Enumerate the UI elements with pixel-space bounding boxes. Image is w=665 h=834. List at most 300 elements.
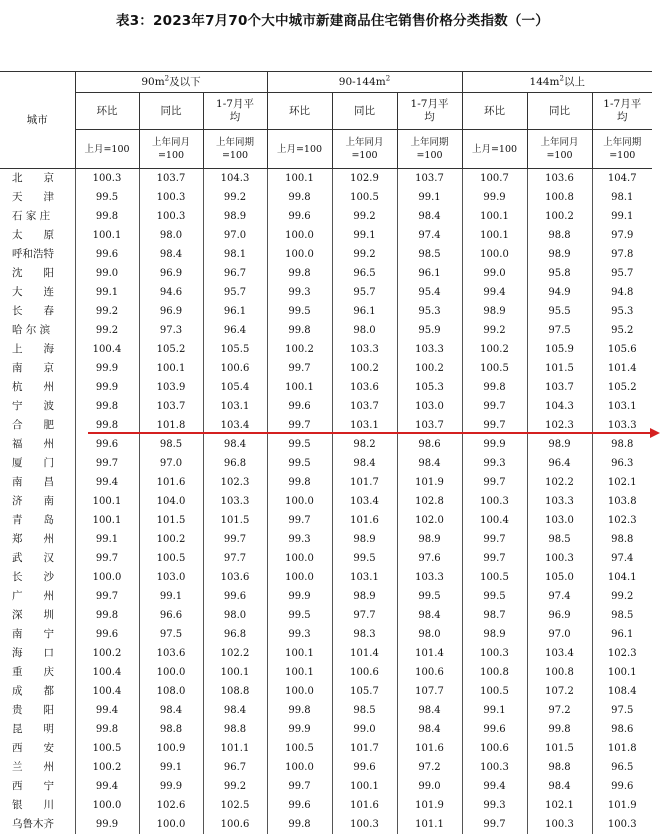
index-value: 100.6 (203, 359, 267, 378)
index-value: 98.8 (592, 530, 652, 549)
table-row (0, 663, 652, 682)
index-value: 105.2 (592, 378, 652, 397)
subheader-yoy-g2: 同比 (332, 93, 397, 130)
index-value: 105.2 (139, 340, 203, 359)
index-value: 99.4 (75, 473, 139, 492)
city-name: 南 京 (12, 362, 54, 375)
index-value: 96.1 (397, 264, 462, 283)
index-value: 100.3 (75, 169, 139, 189)
index-value: 101.6 (332, 511, 397, 530)
index-value: 100.8 (527, 663, 592, 682)
index-value: 99.2 (332, 245, 397, 264)
index-value: 102.9 (332, 169, 397, 189)
index-value: 99.2 (462, 321, 527, 340)
index-value: 100.4 (75, 682, 139, 701)
index-value: 104.1 (592, 568, 652, 587)
index-value: 95.4 (397, 283, 462, 302)
index-value: 94.8 (592, 283, 652, 302)
index-value: 99.1 (75, 283, 139, 302)
index-value: 97.4 (397, 226, 462, 245)
table-row (0, 644, 652, 663)
index-value: 100.1 (462, 207, 527, 226)
index-value: 98.2 (332, 435, 397, 454)
index-value: 100.2 (462, 340, 527, 359)
city-name: 贵 阳 (12, 704, 54, 717)
index-value: 103.0 (397, 397, 462, 416)
table-row (0, 777, 652, 796)
base-note-mom-g2: 上月=100 (267, 130, 332, 169)
index-value: 103.3 (203, 492, 267, 511)
index-value: 107.7 (397, 682, 462, 701)
index-value: 100.2 (75, 758, 139, 777)
index-value: 99.5 (397, 587, 462, 606)
index-value: 99.1 (75, 530, 139, 549)
index-value: 100.1 (332, 777, 397, 796)
index-value: 99.7 (462, 530, 527, 549)
index-value: 102.5 (203, 796, 267, 815)
index-value: 100.5 (332, 188, 397, 207)
index-value: 102.2 (203, 644, 267, 663)
index-value: 103.3 (592, 416, 652, 435)
index-value: 99.8 (75, 416, 139, 435)
index-value: 99.3 (267, 283, 332, 302)
table-row (0, 378, 652, 397)
index-value: 100.0 (75, 568, 139, 587)
city-name: 武 汉 (12, 552, 54, 565)
table-row (0, 739, 652, 758)
group-header-large: $144m^2$以上 (462, 72, 652, 93)
index-value: 99.6 (75, 625, 139, 644)
index-value: 102.8 (397, 492, 462, 511)
index-value: 102.1 (527, 796, 592, 815)
index-value: 99.1 (332, 226, 397, 245)
index-value: 94.9 (527, 283, 592, 302)
index-value: 100.0 (267, 568, 332, 587)
index-value: 97.7 (332, 606, 397, 625)
base-note-yoy-g2: 上年同月=100 (332, 130, 397, 169)
city-name: 宁 波 (12, 400, 54, 413)
city-name: 海 口 (12, 647, 54, 660)
subheader-ytd-avg-g1: 1-7月平均 (203, 93, 267, 130)
index-value: 101.8 (592, 739, 652, 758)
index-value: 100.9 (139, 739, 203, 758)
index-value: 99.8 (75, 720, 139, 739)
index-value: 97.9 (592, 226, 652, 245)
city-name: 合 肥 (12, 419, 54, 432)
index-value: 100.3 (139, 188, 203, 207)
index-value: 98.4 (139, 245, 203, 264)
index-value: 99.6 (267, 207, 332, 226)
index-value: 96.1 (332, 302, 397, 321)
index-value: 98.4 (139, 701, 203, 720)
index-value: 99.0 (75, 264, 139, 283)
index-value: 97.5 (527, 321, 592, 340)
index-value: 99.5 (75, 188, 139, 207)
index-value: 101.5 (527, 359, 592, 378)
index-value: 100.1 (267, 663, 332, 682)
index-value: 102.3 (527, 416, 592, 435)
index-value: 97.6 (397, 549, 462, 568)
index-value: 98.0 (139, 226, 203, 245)
index-value: 99.9 (267, 720, 332, 739)
subheader-mom-g2: 环比 (267, 93, 332, 130)
index-value: 108.4 (592, 682, 652, 701)
index-value: 98.8 (203, 720, 267, 739)
group-header-medium: $90-144m^2$ (267, 72, 462, 93)
base-note-ytd-avg-g3: 上年同期=100 (592, 130, 652, 169)
index-value: 98.6 (592, 720, 652, 739)
city-name: 哈 尔 滨 (12, 324, 51, 337)
index-value: 96.7 (203, 264, 267, 283)
index-value: 102.3 (592, 511, 652, 530)
base-note-yoy-g1: 上年同月=100 (139, 130, 203, 169)
index-value: 100.5 (462, 359, 527, 378)
index-value: 100.0 (267, 549, 332, 568)
index-value: 100.5 (75, 739, 139, 758)
index-value: 99.9 (462, 435, 527, 454)
index-value: 98.9 (332, 587, 397, 606)
table-row (0, 302, 652, 321)
index-value: 95.7 (592, 264, 652, 283)
index-value: 97.2 (397, 758, 462, 777)
index-value: 98.4 (203, 435, 267, 454)
index-value: 98.8 (592, 435, 652, 454)
index-value: 99.2 (332, 207, 397, 226)
table-row (0, 226, 652, 245)
index-value: 107.2 (527, 682, 592, 701)
index-value: 94.6 (139, 283, 203, 302)
index-value: 100.0 (75, 796, 139, 815)
index-value: 98.4 (527, 777, 592, 796)
index-value: 99.5 (267, 454, 332, 473)
index-value: 100.3 (527, 815, 592, 834)
index-value: 98.4 (397, 454, 462, 473)
index-value: 100.3 (462, 758, 527, 777)
index-value: 108.0 (139, 682, 203, 701)
table-row (0, 606, 652, 625)
index-value: 99.8 (267, 815, 332, 834)
index-value: 97.7 (203, 549, 267, 568)
index-value: 100.0 (267, 226, 332, 245)
index-value: 100.8 (462, 663, 527, 682)
index-value: 99.1 (139, 758, 203, 777)
index-value: 103.3 (397, 568, 462, 587)
city-name: 杭 州 (12, 381, 54, 394)
index-value: 100.6 (397, 663, 462, 682)
index-value: 99.9 (267, 587, 332, 606)
index-value: 100.1 (75, 492, 139, 511)
index-value: 99.3 (267, 530, 332, 549)
city-name: 昆 明 (12, 723, 54, 736)
index-value: 98.3 (332, 625, 397, 644)
index-value: 100.4 (75, 663, 139, 682)
city-name: 乌鲁木齐 (12, 818, 54, 831)
index-value: 96.9 (527, 606, 592, 625)
city-name: 西 安 (12, 742, 54, 755)
index-value: 103.1 (592, 397, 652, 416)
city-name: 天 津 (12, 191, 54, 204)
subheader-ytd-avg-g2: 1-7月平均 (397, 93, 462, 130)
index-value: 100.1 (267, 378, 332, 397)
index-value: 96.9 (139, 264, 203, 283)
index-value: 99.1 (592, 207, 652, 226)
index-value: 98.4 (203, 701, 267, 720)
index-value: 100.6 (203, 815, 267, 834)
table-row (0, 397, 652, 416)
index-value: 103.7 (332, 397, 397, 416)
index-value: 100.0 (267, 758, 332, 777)
index-value: 100.5 (139, 549, 203, 568)
table-row (0, 245, 652, 264)
index-value: 101.8 (139, 416, 203, 435)
base-note-mom-g1: 上月=100 (75, 130, 139, 169)
index-value: 100.5 (462, 682, 527, 701)
city-name: 长 沙 (12, 571, 54, 584)
index-value: 99.8 (267, 264, 332, 283)
city-name: 厦 门 (12, 457, 54, 470)
city-name: 南 宁 (12, 628, 54, 641)
index-value: 105.3 (397, 378, 462, 397)
table-row (0, 587, 652, 606)
index-value: 99.2 (75, 321, 139, 340)
index-value: 101.6 (397, 739, 462, 758)
index-value: 100.8 (527, 188, 592, 207)
city-name: 呼和浩特 (12, 248, 54, 261)
table-row (0, 321, 652, 340)
city-name: 福 州 (12, 438, 54, 451)
index-value: 100.2 (75, 644, 139, 663)
index-value: 99.0 (462, 264, 527, 283)
group-header-small: $90m^2$及以下 (75, 72, 267, 93)
index-value: 99.0 (332, 720, 397, 739)
base-note-ytd-avg-g1: 上年同期=100 (203, 130, 267, 169)
index-value: 103.8 (592, 492, 652, 511)
index-value: 99.0 (397, 777, 462, 796)
index-value: 99.7 (267, 359, 332, 378)
index-value: 101.5 (203, 511, 267, 530)
index-value: 96.8 (203, 625, 267, 644)
city-name: 兰 州 (12, 761, 54, 774)
index-value: 95.2 (592, 321, 652, 340)
index-value: 96.4 (203, 321, 267, 340)
index-value: 99.2 (75, 302, 139, 321)
index-value: 103.6 (203, 568, 267, 587)
index-value: 98.9 (397, 530, 462, 549)
index-value: 99.8 (267, 473, 332, 492)
index-value: 100.3 (332, 815, 397, 834)
index-value: 105.5 (203, 340, 267, 359)
table-row (0, 511, 652, 530)
index-value: 98.9 (527, 435, 592, 454)
index-value: 100.1 (267, 169, 332, 189)
index-value: 100.1 (75, 226, 139, 245)
table-row (0, 435, 652, 454)
index-value: 104.7 (592, 169, 652, 189)
index-value: 103.3 (332, 340, 397, 359)
index-value: 99.7 (75, 549, 139, 568)
index-value: 99.6 (75, 435, 139, 454)
index-value: 100.3 (139, 207, 203, 226)
index-value: 100.1 (267, 644, 332, 663)
city-name: 重 庆 (12, 666, 54, 679)
index-value: 99.5 (462, 587, 527, 606)
index-value: 98.9 (332, 530, 397, 549)
index-value: 96.5 (332, 264, 397, 283)
city-name: 北 京 (12, 172, 54, 185)
index-value: 105.0 (527, 568, 592, 587)
city-name: 济 南 (12, 495, 54, 508)
index-value: 98.8 (527, 758, 592, 777)
index-value: 100.0 (462, 245, 527, 264)
index-value: 99.2 (592, 587, 652, 606)
table-row (0, 340, 652, 359)
city-name: 深 圳 (12, 609, 54, 622)
index-value: 100.1 (75, 511, 139, 530)
price-index-table (0, 71, 652, 834)
subheader-yoy-g1: 同比 (139, 93, 203, 130)
index-value: 100.4 (75, 340, 139, 359)
index-value: 99.2 (203, 188, 267, 207)
index-value: 100.1 (139, 359, 203, 378)
index-value: 103.6 (527, 169, 592, 189)
index-value: 100.3 (462, 644, 527, 663)
city-name: 沈 阳 (12, 267, 54, 280)
index-value: 97.4 (527, 587, 592, 606)
index-value: 96.4 (527, 454, 592, 473)
table-row (0, 264, 652, 283)
city-name: 广 州 (12, 590, 54, 603)
table-row (0, 207, 652, 226)
index-value: 105.6 (592, 340, 652, 359)
index-value: 98.0 (397, 625, 462, 644)
index-value: 100.6 (332, 663, 397, 682)
index-value: 99.8 (267, 188, 332, 207)
city-name: 郑 州 (12, 533, 54, 546)
index-value: 101.1 (397, 815, 462, 834)
index-value: 99.6 (267, 397, 332, 416)
index-value: 103.7 (527, 378, 592, 397)
table-row (0, 625, 652, 644)
index-value: 98.4 (397, 701, 462, 720)
index-value: 99.6 (75, 245, 139, 264)
index-value: 103.9 (139, 378, 203, 397)
index-value: 99.5 (332, 549, 397, 568)
index-value: 100.2 (397, 359, 462, 378)
index-value: 103.0 (139, 568, 203, 587)
index-value: 99.8 (75, 397, 139, 416)
index-value: 96.3 (592, 454, 652, 473)
index-value: 99.6 (332, 758, 397, 777)
city-column-header: 城市 (0, 72, 75, 169)
index-value: 97.0 (203, 226, 267, 245)
city-name: 上 海 (12, 343, 54, 356)
index-value: 103.1 (332, 416, 397, 435)
index-value: 99.6 (203, 587, 267, 606)
city-name: 南 昌 (12, 476, 54, 489)
index-value: 99.3 (462, 454, 527, 473)
index-value: 98.5 (332, 701, 397, 720)
index-value: 98.0 (332, 321, 397, 340)
index-value: 99.7 (462, 815, 527, 834)
index-value: 99.8 (267, 701, 332, 720)
index-value: 99.7 (75, 454, 139, 473)
index-value: 100.1 (203, 663, 267, 682)
index-value: 96.1 (203, 302, 267, 321)
index-value: 95.7 (332, 283, 397, 302)
index-value: 99.7 (462, 416, 527, 435)
base-note-ytd-avg-g2: 上年同期=100 (397, 130, 462, 169)
index-value: 103.7 (397, 169, 462, 189)
subheader-mom-g1: 环比 (75, 93, 139, 130)
index-value: 96.8 (203, 454, 267, 473)
index-value: 96.5 (592, 758, 652, 777)
index-value: 99.9 (139, 777, 203, 796)
index-value: 104.3 (203, 169, 267, 189)
index-value: 99.5 (267, 435, 332, 454)
city-name: 太 原 (12, 229, 54, 242)
index-value: 104.0 (139, 492, 203, 511)
index-value: 96.9 (139, 302, 203, 321)
index-value: 104.3 (527, 397, 592, 416)
index-value: 99.4 (462, 777, 527, 796)
index-value: 99.5 (267, 606, 332, 625)
table-title: 表3：2023年7月70个大中城市新建商品住宅销售价格分类指数（一） (116, 13, 549, 29)
index-value: 99.7 (267, 511, 332, 530)
index-value: 105.4 (203, 378, 267, 397)
index-value: 98.8 (527, 226, 592, 245)
index-value: 98.4 (397, 720, 462, 739)
index-value: 100.4 (462, 511, 527, 530)
index-value: 99.4 (75, 777, 139, 796)
index-value: 103.4 (203, 416, 267, 435)
index-value: 99.9 (75, 815, 139, 834)
index-value: 99.8 (75, 606, 139, 625)
index-value: 101.1 (203, 739, 267, 758)
index-value: 95.9 (397, 321, 462, 340)
base-note-mom-g3: 上月=100 (462, 130, 527, 169)
index-value: 99.2 (203, 777, 267, 796)
index-value: 100.1 (462, 226, 527, 245)
index-value: 99.5 (267, 302, 332, 321)
table-row (0, 169, 652, 189)
table-row (0, 359, 652, 378)
index-value: 99.4 (462, 283, 527, 302)
index-value: 95.8 (527, 264, 592, 283)
index-value: 101.9 (592, 796, 652, 815)
index-value: 99.7 (462, 549, 527, 568)
index-value: 100.3 (592, 815, 652, 834)
index-value: 103.6 (332, 378, 397, 397)
table-row (0, 283, 652, 302)
index-value: 98.4 (397, 606, 462, 625)
index-value: 98.5 (592, 606, 652, 625)
index-value: 97.5 (139, 625, 203, 644)
index-value: 103.7 (139, 397, 203, 416)
index-value: 99.8 (462, 378, 527, 397)
table-row (0, 815, 652, 834)
index-value: 98.9 (462, 302, 527, 321)
index-value: 97.0 (139, 454, 203, 473)
city-name: 青 岛 (12, 514, 54, 527)
index-value: 99.1 (139, 587, 203, 606)
index-value: 98.6 (397, 435, 462, 454)
index-value: 101.4 (397, 644, 462, 663)
index-value: 99.6 (462, 720, 527, 739)
index-value: 98.9 (462, 625, 527, 644)
subheader-mom-g3: 环比 (462, 93, 527, 130)
index-value: 100.0 (267, 682, 332, 701)
index-value: 101.4 (332, 644, 397, 663)
